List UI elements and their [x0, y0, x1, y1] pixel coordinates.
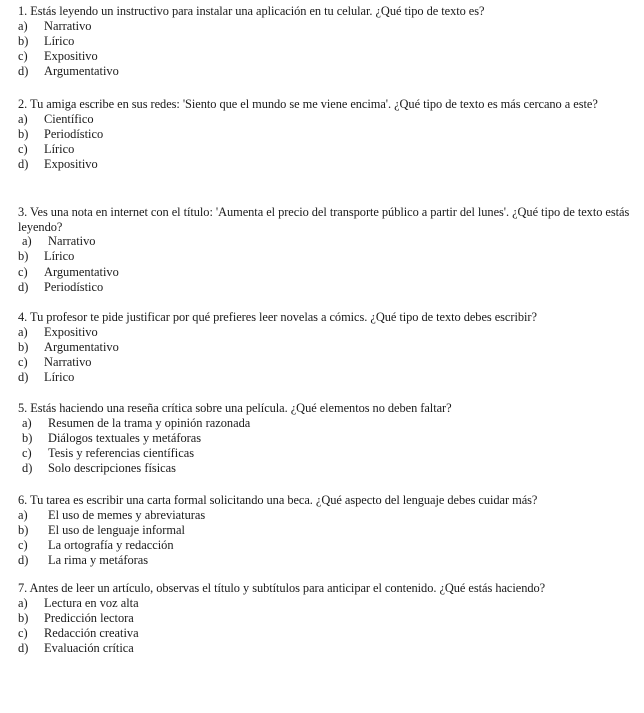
- option-a: [18, 19, 484, 34]
- option-label: Solo descripciones físicas: [48, 461, 177, 476]
- option-d: [18, 370, 537, 385]
- option-label: Expositivo: [44, 49, 98, 64]
- question-prompt: 7. Antes de leer un artículo, observas el título y subtítulos para anticipar el contenido. ¿Qué estás haciendo?: [18, 581, 546, 595]
- option-list: [18, 596, 545, 657]
- option-letter: a): [18, 507, 28, 522]
- option-list: [18, 112, 598, 173]
- option-letter: a): [22, 234, 32, 248]
- option-d: [18, 157, 598, 172]
- option-label: Periodístico: [44, 126, 104, 141]
- option-label: Resumen de la trama y opinión razonada: [48, 415, 251, 430]
- option-label: Narrativo: [48, 234, 96, 248]
- option-letter: c): [18, 626, 28, 641]
- question-prompt: 3. Ves una nota en internet con el título: 'Aumenta el precio del transporte público a partir del lunes'. ¿Qué tipo de texto estás leyendo?: [18, 205, 630, 234]
- question-6: [18, 493, 537, 569]
- option-letter: d): [18, 157, 29, 172]
- option-letter: b): [22, 430, 33, 445]
- question-1: [18, 4, 484, 80]
- option-d: [18, 461, 452, 476]
- option-label: Lectura en voz alta: [44, 595, 139, 610]
- option-letter: c): [18, 264, 28, 279]
- option-b: [18, 34, 484, 49]
- option-label: Evaluación crítica: [44, 641, 134, 656]
- option-letter: d): [18, 553, 29, 568]
- option-b: [18, 249, 638, 264]
- question-7: [18, 581, 545, 657]
- option-c: [18, 355, 537, 370]
- option-letter: b): [18, 522, 29, 537]
- option-label: La rima y metáforas: [48, 553, 149, 568]
- question-prompt: 1. Estás leyendo un instructivo para instalar una aplicación en tu celular. ¿Qué tipo de texto es?: [18, 4, 485, 18]
- option-d: [18, 280, 638, 295]
- option-letter: d): [18, 641, 29, 656]
- option-label: Diálogos textuales y metáforas: [48, 430, 202, 445]
- option-d: [18, 641, 545, 656]
- option-letter: c): [22, 446, 32, 461]
- option-c: [18, 446, 452, 461]
- option-a: [18, 112, 598, 127]
- option-list: [18, 508, 537, 569]
- option-label: Científico: [44, 111, 94, 126]
- option-letter: c): [18, 355, 28, 370]
- option-label: Periodístico: [44, 279, 104, 294]
- option-label: Narrativo: [44, 18, 92, 33]
- option-label: Redacción creativa: [44, 626, 139, 641]
- option-label: Predicción lectora: [44, 610, 134, 625]
- option-a: [18, 508, 537, 523]
- option-letter: b): [18, 339, 29, 354]
- option-letter: a): [18, 18, 28, 33]
- option-label: Expositivo: [44, 324, 98, 339]
- option-c: [18, 265, 638, 280]
- option-d: [18, 553, 537, 568]
- option-b: [18, 127, 598, 142]
- option-letter: a): [18, 324, 28, 339]
- option-label: Lírico: [44, 249, 75, 264]
- option-letter: c): [18, 49, 28, 64]
- option-letter: c): [18, 538, 28, 553]
- option-letter: b): [18, 33, 29, 48]
- question-prompt: 4. Tu profesor te pide justificar por qué prefieres leer novelas a cómics. ¿Qué tipo de texto debes escribir?: [18, 310, 537, 324]
- question-5: [18, 401, 452, 477]
- option-label: Tesis y referencias científicas: [48, 446, 195, 461]
- option-b: [18, 611, 545, 626]
- option-list: [18, 416, 452, 477]
- option-label: Lírico: [44, 142, 75, 157]
- option-label: Lírico: [44, 370, 75, 385]
- question-4: [18, 310, 537, 386]
- question-3: [18, 205, 638, 295]
- option-label: Argumentativo: [44, 264, 119, 279]
- option-label: Expositivo: [44, 157, 98, 172]
- option-letter: d): [18, 370, 29, 385]
- option-letter: d): [18, 279, 29, 294]
- option-a: [18, 325, 537, 340]
- question-prompt: 2. Tu amiga escribe en sus redes: 'Siento que el mundo se me viene encima'. ¿Qué tipo de texto es más cercano a este?: [18, 97, 598, 111]
- option-label: Argumentativo: [44, 339, 119, 354]
- option-a: [18, 416, 452, 431]
- option-label: El uso de lenguaje informal: [48, 522, 185, 537]
- option-list: [18, 234, 638, 295]
- option-b: [18, 523, 537, 538]
- option-a: [18, 596, 545, 611]
- option-letter: b): [18, 610, 29, 625]
- option-letter: a): [18, 595, 28, 610]
- question-2: [18, 97, 598, 173]
- option-label: Argumentativo: [44, 64, 119, 79]
- option-c: [18, 626, 545, 641]
- option-letter: b): [18, 249, 29, 264]
- option-c: [18, 538, 537, 553]
- option-list: [18, 325, 537, 386]
- option-d: [18, 64, 484, 79]
- option-label: Lírico: [44, 33, 75, 48]
- option-letter: d): [22, 461, 33, 476]
- option-list: [18, 19, 484, 80]
- question-prompt: 5. Estás haciendo una reseña crítica sobre una película. ¿Qué elementos no deben faltar?: [18, 401, 452, 415]
- option-label: Narrativo: [44, 355, 92, 370]
- question-prompt: 6. Tu tarea es escribir una carta formal solicitando una beca. ¿Qué aspecto del lenguaje debes cuidar más?: [18, 493, 538, 507]
- option-label: La ortografía y redacción: [48, 538, 174, 553]
- option-c: [18, 142, 598, 157]
- option-letter: b): [18, 126, 29, 141]
- option-b: [18, 431, 452, 446]
- option-label: El uso de memes y abreviaturas: [48, 507, 206, 522]
- option-letter: a): [22, 415, 32, 430]
- option-letter: c): [18, 142, 28, 157]
- option-c: [18, 49, 484, 64]
- option-b: [18, 340, 537, 355]
- option-a: [18, 234, 638, 249]
- option-letter: d): [18, 64, 29, 79]
- option-letter: a): [18, 111, 28, 126]
